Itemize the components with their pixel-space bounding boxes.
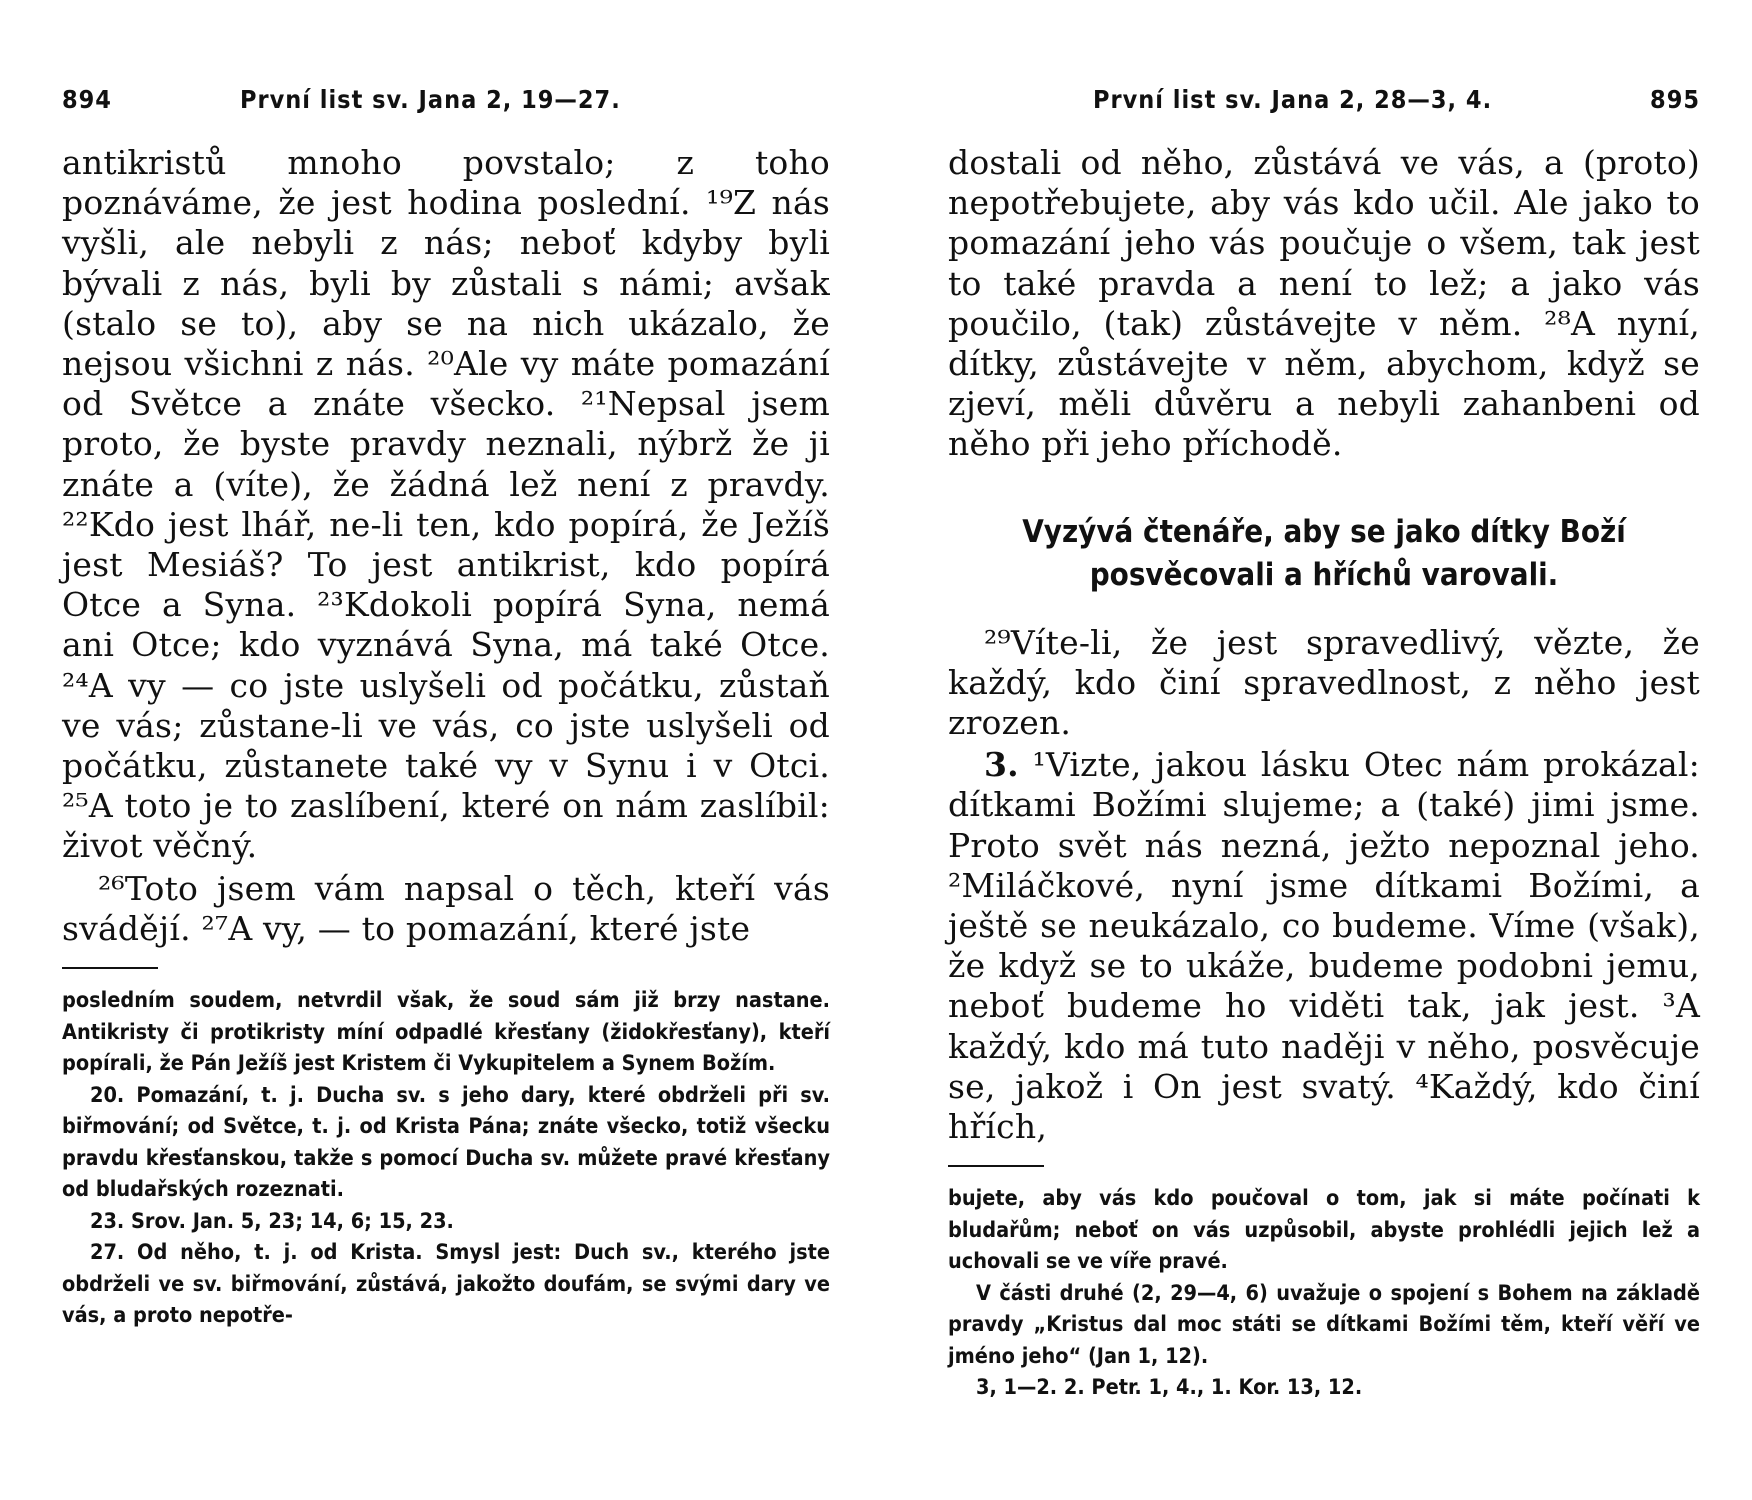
paragraph: dostali od něho, zůstává ve vás, a (proto) nepotřebujete, aby vás kdo učil. Ale jako to pomazání jeho vás poučuje o všem, tak jest to také pravda a není to lež; a jako vás poučilo, (tak) zůstávejte v něm. ²⁸A nyní, dítky, zůstávejte v něm, abychom, když se zjeví, měli důvěru a nebyli zahanbeni od něho při jeho příchodě. <box>948 143 1700 464</box>
right-main-text <box>948 143 1700 465</box>
footnote: 20. Pomazání, t. j. Ducha sv. s jeho dary, které obdrželi při sv. biřmování; od Světce, t. j. od Krista Pána; znáte všecko, totiž všecku pravdu křesťanskou, takže s pomocí Ducha sv. můžete pravé křesťany od bludařských rozeznati. <box>62 1082 830 1203</box>
left-footnotes <box>62 985 830 1332</box>
running-title: První list sv. Jana 2, 28—3, 4. <box>1093 85 1493 114</box>
right-main-text-continued <box>948 623 1700 1148</box>
right-page <box>948 85 1700 1404</box>
paragraph: ²⁹Víte-li, že jest spravedlivý, vězte, že každý, kdo činí spravedlnost, z něho jest zrozen. <box>948 622 1700 743</box>
chapter-text: ¹Vizte, jakou lásku Otec nám prokázal: dítkami Božími slujeme; a (také) jimi jsme. Proto svět nás nezná, ježto nepoznal jeho. ²Miláčkové, nyní jsme dítkami Božími, a ještě se neukázalo, co budeme. Víme (však), že když se to ukáže, budeme podobni jemu, neboť budeme ho viděti tak, jak jest. ³A každý, kdo má tuto naději v něho, posvěcuje se, jakož i On jest svatý. ⁴Každý, kdo činí hřích, <box>948 745 1700 1147</box>
chapter-paragraph <box>948 745 1700 1147</box>
left-page <box>62 85 830 1332</box>
footnote: posledním soudem, netvrdil však, že soud sám již brzy nastane. Antikristy či protikristy míní odpadlé křesťany (židokřesťany), kteří popírali, že Pán Ježíš jest Kristem či Vykupitelem a Synem Božím. <box>62 988 830 1077</box>
footnote-divider <box>948 1165 1044 1167</box>
paragraph: ²⁶Toto jsem vám napsal o těch, kteří vás svádějí. ²⁷A vy, — to pomazání, které jste <box>62 868 830 948</box>
footnote: 27. Od něho, t. j. od Krista. Smysl jest: Duch sv., kterého jste obdrželi ve sv. biřmování, zůstává, jakožto doufám, se svými dary ve vás, a proto nepotře- <box>62 1240 830 1329</box>
footnote: 3, 1—2. 2. Petr. 1, 4., 1. Kor. 13, 12. <box>976 1375 1363 1401</box>
footnote: bujete, aby vás kdo poučoval o tom, jak si máte počínati k bludařům; neboť on vás uzpůsobil, abyste prohlédli jejich lež a uchovali se ve víře pravé. <box>948 1186 1700 1275</box>
footnote: V části druhé (2, 29—4, 6) uvažuje o spojení s Bohem na základě pravdy „Kristus dal moc státi se dítkami Božími těm, kteří věří ve jméno jeho“ (Jan 1, 12). <box>948 1280 1700 1369</box>
left-page-header <box>62 85 830 125</box>
right-page-header <box>948 85 1700 125</box>
paragraph: antikristů mnoho povstalo; z toho poznáváme, že jest hodina poslední. ¹⁹Z nás vyšli, ale nebyli z nás; neboť kdyby byli bývali z nás, byli by zůstali s námi; avšak (stalo se to), aby se na nich ukázalo, že nejsou všichni z nás. ²⁰Ale vy máte pomazání od Světce a znáte všecko. ²¹Nepsal jsem proto, že byste pravdy neznali, nýbrž že ji znáte a (víte), že žádná lež není z pravdy. ²²Kdo jest lhář, ne-li ten, kdo popírá, že Ježíš jest Mesiáš? To jest antikrist, kdo popírá Otce a Syna. ²³Kdokoli popírá Syna, nemá ani Otce; kdo vyznává Syna, má také Otce. ²⁴A vy — co jste uslyšeli od počátku, zůstaň ve vás; zůstane-li ve vás, co jste uslyšeli od počátku, zůstanete také vy v Synu i v Otci. ²⁵A toto je to zaslíbení, které on nám zaslíbil: život věčný. <box>62 143 830 866</box>
section-heading: Vyzývá čtenáře, aby se jako dítky Boží posvěcovali a hříchů varovali. <box>1022 513 1626 593</box>
footnote: 23. Srov. Jan. 5, 23; 14, 6; 15, 23. <box>90 1208 454 1234</box>
page-number: 895 <box>1650 85 1700 114</box>
footnote-divider <box>62 967 158 969</box>
chapter-number: 3. <box>984 745 1019 785</box>
right-footnotes <box>948 1183 1700 1404</box>
left-main-text <box>62 143 830 949</box>
running-title: První list sv. Jana 2, 19—27. <box>240 85 621 114</box>
page-number: 894 <box>62 85 112 114</box>
